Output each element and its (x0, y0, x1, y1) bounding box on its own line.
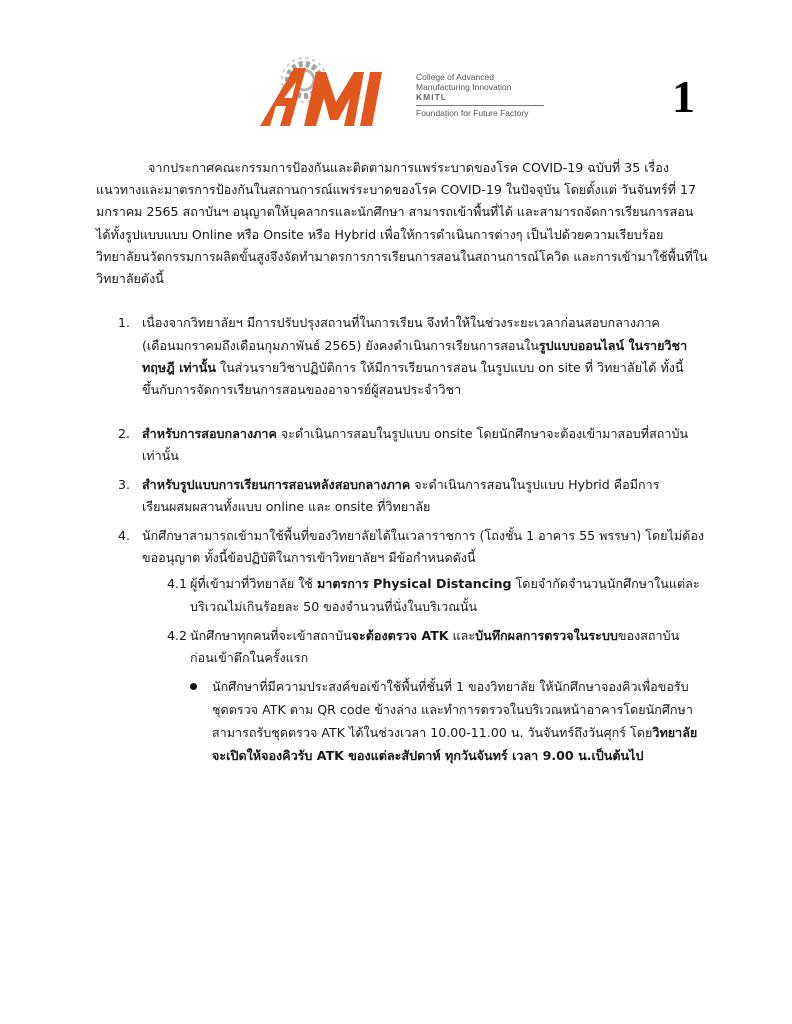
item-3-line-1-text: จะดำเนินการสอนในรูปแบบ Hybrid คือมีการ (410, 477, 660, 492)
bullet-line-2: ชุดตรวจ ATK ตาม QR code ข้างล่าง และทำการตรวจในบริเวณหน้าอาคารโดยนักศึกษา (212, 702, 693, 717)
logo-divider (416, 105, 544, 106)
item-2-midterm-emphasis: สำหรับการสอบกลางภาค (142, 426, 277, 441)
intro-line-2: แนวทางและมาตรการป้องกันในสถานการณ์แพร่ระบาดของโรค COVID-19 ในปัจจุบัน โดยตั้งแต่ วันจันทร์ที่ 17 (96, 182, 696, 197)
intro-line-5: วิทยาลัยนวัตกรรมการผลิตขั้นสูงจึงจัดทำมาตรการการเรียนการสอนในสถานการณ์โควิด และการเข้ามาใช้พื้นที่ใน (96, 249, 708, 264)
item-2-line-1 (142, 423, 688, 445)
bullet-booking-emphasis: จะเปิดให้จองคิวรับ ATK ของแต่ละสัปดาห์ ทุกวันจันทร์ เวลา 9.00 น.เป็นต้นไป (212, 748, 644, 763)
bullet-line-4 (212, 745, 644, 767)
item-1-line-1: เนื่องจากวิทยาลัยฯ มีการปรับปรุงสถานที่ในการเรียน จึงทำให้ในช่วงระยะเวลาก่อนสอบกลางภาค (142, 315, 660, 330)
sub-4-1-line-1 (190, 573, 700, 595)
item-1-online-emphasis: รูปแบบออนไลน์ ในรายวิชา (538, 338, 688, 353)
item-3-line-2: เรียนผสมผสานทั้งแบบ online และ onsite ที่วิทยาลัย (142, 499, 431, 514)
item-3-after-midterm-emphasis: สำหรับรูปแบบการเรียนการสอนหลังสอบกลางภาค (142, 477, 411, 492)
sub-4-2-text-c: และ (448, 628, 476, 643)
item-4-line-2: ขออนุญาต ทั้งนี้ข้อปฏิบัติในการเข้าวิทยาลัยฯ มีข้อกำหนดดังนี้ (142, 550, 476, 565)
sub-4-2-text-a: นักศึกษาทุกคนที่จะเข้าสถาบัน (190, 628, 352, 643)
bullet-line-1: นักศึกษาที่มีความประสงค์ขอเข้าใช้พื้นที่ชั้นที่ 1 ของวิทยาลัย ให้นักศึกษาจองคิวเพื่อขอรับ (212, 679, 689, 694)
item-1-line-2 (142, 335, 687, 357)
sub-4-2-text-e: ของสถาบัน (617, 628, 680, 643)
ami-logo-mark (258, 54, 408, 130)
sub-4-1-text-a: ผู้ที่เข้ามาที่วิทยาลัย ใช้ (190, 576, 317, 591)
item-1-line-3-text: ในส่วนรายวิชาปฏิบัติการ ให้มีการเรียนการสอน ในรูปแบบ on site ที่ วิทยาลัยได้ ทั้งนี้ (215, 360, 684, 375)
bullet-line-3-text: สามารถรับชุดตรวจ ATK ได้ในช่วงเวลา 10.00-11.00 น. วันจันทร์ถึงวันศุกร์ โดย (212, 725, 653, 740)
college-logo (258, 54, 558, 130)
intro-line-1: จากประกาศคณะกรรมการป้องกันและติดตามการแพร่ระบาดของโรค COVID-19 ฉบับที่ 35 เรื่อง (148, 160, 669, 175)
item-4-line-1: นักศึกษาสามารถเข้ามาใช้พื้นที่ของวิทยาลัยได้ในเวลาราชการ (โถงชั้น 1 อาคาร 55 พรรษา) โดยไม่ต้อง (142, 528, 705, 543)
item-2-line-2: เท่านั้น (142, 448, 179, 463)
intro-line-4: ได้ทั้งรูปแบบแบบ Online หรือ Onsite หรือ Hybrid เพื่อให้การดำเนินการต่างๆ เป็นไปด้วยความเรียบร้อย (96, 227, 664, 242)
intro-line-6: วิทยาลัยดังนี้ (96, 271, 164, 286)
logo-line-college: College of Advanced (416, 72, 494, 82)
page-number: 1 (672, 71, 695, 122)
logo-line-innovation: Manufacturing Innovation (416, 82, 512, 92)
sub-4-2-number: 4.2 (167, 628, 188, 643)
item-3-line-1 (142, 474, 660, 496)
item-1-theory-emphasis: ทฤษฎี เท่านั้น (142, 360, 216, 375)
sub-4-1-text-c: โดยจำกัดจำนวนนักศึกษาในแต่ละ (511, 576, 700, 591)
item-1-line-3 (142, 357, 684, 379)
logo-text-block (416, 72, 556, 118)
logo-line-foundation: Foundation for Future Factory (416, 108, 529, 118)
sub-4-2-atk-emphasis: จะต้องตรวจ ATK (351, 628, 449, 643)
item-1-line-4: ขึ้นกับการจัดการเรียนการสอนของอาจารย์ผู้สอนประจำวิชา (142, 382, 462, 397)
intro-line-3: มกราคม 2565 สถาบันฯ อนุญาตให้บุคลากรและนักศึกษา สามารถเข้าพื้นที่ได้ และสามารถจัดการเรียนการสอน (96, 204, 694, 219)
sub-4-1-number: 4.1 (167, 576, 188, 591)
logo-line-kmitl: KMITL (416, 92, 447, 102)
sub-4-1-line-2: บริเวณไม่เกินร้อยละ 50 ของจำนวนที่นั่งในบริเวณนั้น (190, 599, 478, 614)
sub-4-2-line-2: ก่อนเข้าตึกในครั้งแรก (190, 650, 309, 665)
item-2-line-1-text: จะดำเนินการสอบในรูปแบบ onsite โดยนักศึกษาจะต้องเข้ามาสอบที่สถาบัน (276, 426, 689, 441)
bullet-line-3 (212, 722, 697, 744)
sub-4-2-line-1 (190, 625, 679, 647)
item-1-number: 1. (118, 315, 131, 330)
bullet-college-emphasis: วิทยาลัย (652, 725, 698, 740)
item-2-number: 2. (118, 426, 131, 441)
item-4-number: 4. (118, 528, 131, 543)
bullet-dot-icon (190, 683, 197, 690)
sub-4-1-distancing-emphasis: มาตรการ Physical Distancing (316, 576, 512, 591)
sub-4-2-record-emphasis: บันทึกผลการตรวจในระบบ (475, 628, 618, 643)
item-1-line-2-text: (เดือนมกราคมถึงเดือนกุมภาพันธ์ 2565) ยังคงดำเนินการเรียนการสอนใน (142, 338, 539, 353)
item-3-number: 3. (118, 477, 131, 492)
